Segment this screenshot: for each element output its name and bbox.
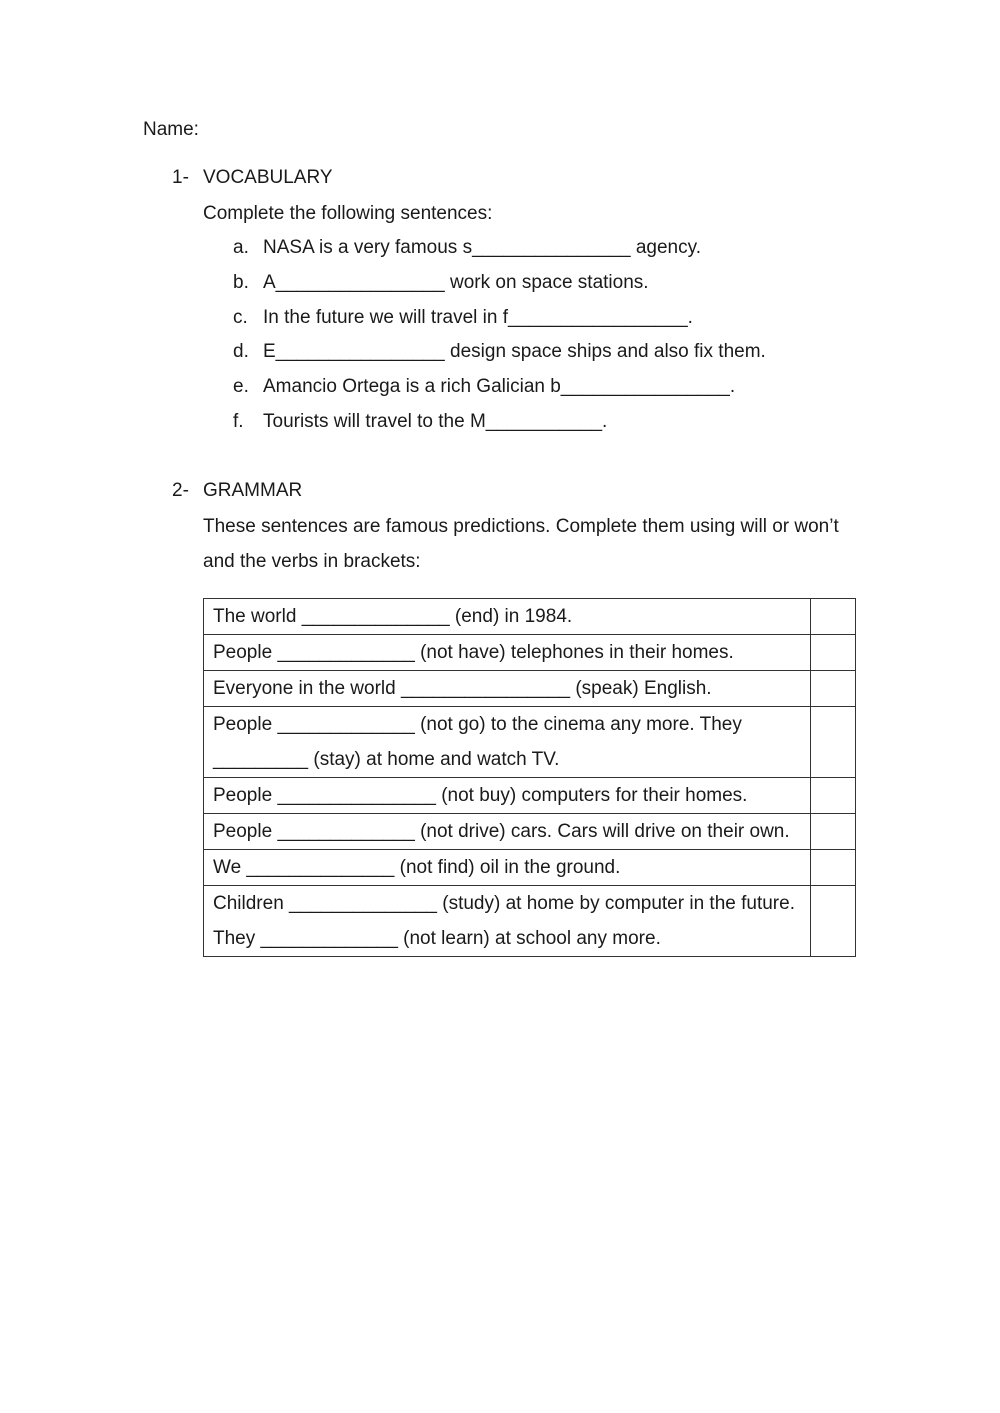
list-item	[233, 335, 766, 370]
item-letter: a.	[233, 237, 249, 258]
vocabulary-heading	[172, 166, 333, 190]
vocabulary-instruction: Complete the following sentences:	[203, 203, 493, 224]
table-row	[204, 850, 856, 886]
item-text: In the future we will travel in f_________________.	[263, 306, 693, 328]
item-letter: f.	[233, 410, 244, 432]
table-cell-answer	[810, 635, 855, 671]
item-letter: d.	[233, 341, 249, 363]
table-row	[204, 778, 856, 814]
table-cell-answer	[810, 814, 855, 850]
name-label: Name:	[143, 119, 199, 140]
predictions-table	[203, 598, 856, 957]
list-item	[233, 266, 766, 301]
table-cell-sentence: The world ______________ (end) in 1984.	[204, 599, 811, 635]
grammar-number: 2-	[172, 480, 189, 501]
vocabulary-title: VOCABULARY	[203, 167, 333, 188]
table-cell-sentence: We ______________ (not find) oil in the ground.	[204, 850, 811, 886]
table-cell-answer	[810, 599, 855, 635]
item-text: NASA is a very famous s_______________ agency.	[263, 237, 701, 258]
table-cell-sentence: People _______________ (not buy) computers for their homes.	[204, 778, 811, 814]
vocabulary-list	[233, 231, 766, 440]
table-row	[204, 671, 856, 707]
table-cell-answer	[810, 671, 855, 707]
item-text: Amancio Ortega is a rich Galician b________________.	[263, 376, 736, 398]
grammar-instruction: These sentences are famous predictions. Complete them using will or won’t and the verbs in brackets:	[203, 516, 839, 572]
table-row	[204, 707, 856, 778]
table-cell-sentence: People _____________ (not go) to the cinema any more. They _________ (stay) at home and watch TV.	[204, 707, 811, 778]
item-letter: c.	[233, 306, 248, 328]
list-item	[233, 405, 766, 440]
item-text: Tourists will travel to the M___________.	[263, 410, 608, 432]
table-cell-sentence: People _____________ (not have) telephones in their homes.	[204, 635, 811, 671]
item-letter: b.	[233, 271, 249, 293]
list-item	[233, 301, 766, 336]
item-letter: e.	[233, 376, 249, 398]
table-cell-answer	[810, 707, 855, 778]
item-text: A________________ work on space stations.	[263, 271, 649, 293]
vocabulary-number: 1-	[172, 167, 189, 188]
table-row	[204, 599, 856, 635]
list-item	[233, 370, 766, 405]
grammar-heading	[172, 479, 302, 503]
table-row	[204, 635, 856, 671]
item-text: E________________ design space ships and also fix them.	[263, 341, 766, 363]
table-cell-sentence: Children ______________ (study) at home by computer in the future. They _____________ (not learn) at school any more.	[204, 886, 811, 957]
table-cell-sentence: Everyone in the world ________________ (speak) English.	[204, 671, 811, 707]
grammar-title: GRAMMAR	[203, 480, 303, 501]
table-cell-answer	[810, 886, 855, 957]
table-cell-sentence: People _____________ (not drive) cars. Cars will drive on their own.	[204, 814, 811, 850]
table-cell-answer	[810, 850, 855, 886]
table-cell-answer	[810, 778, 855, 814]
table-row	[204, 886, 856, 957]
list-item	[233, 231, 766, 266]
table-row	[204, 814, 856, 850]
